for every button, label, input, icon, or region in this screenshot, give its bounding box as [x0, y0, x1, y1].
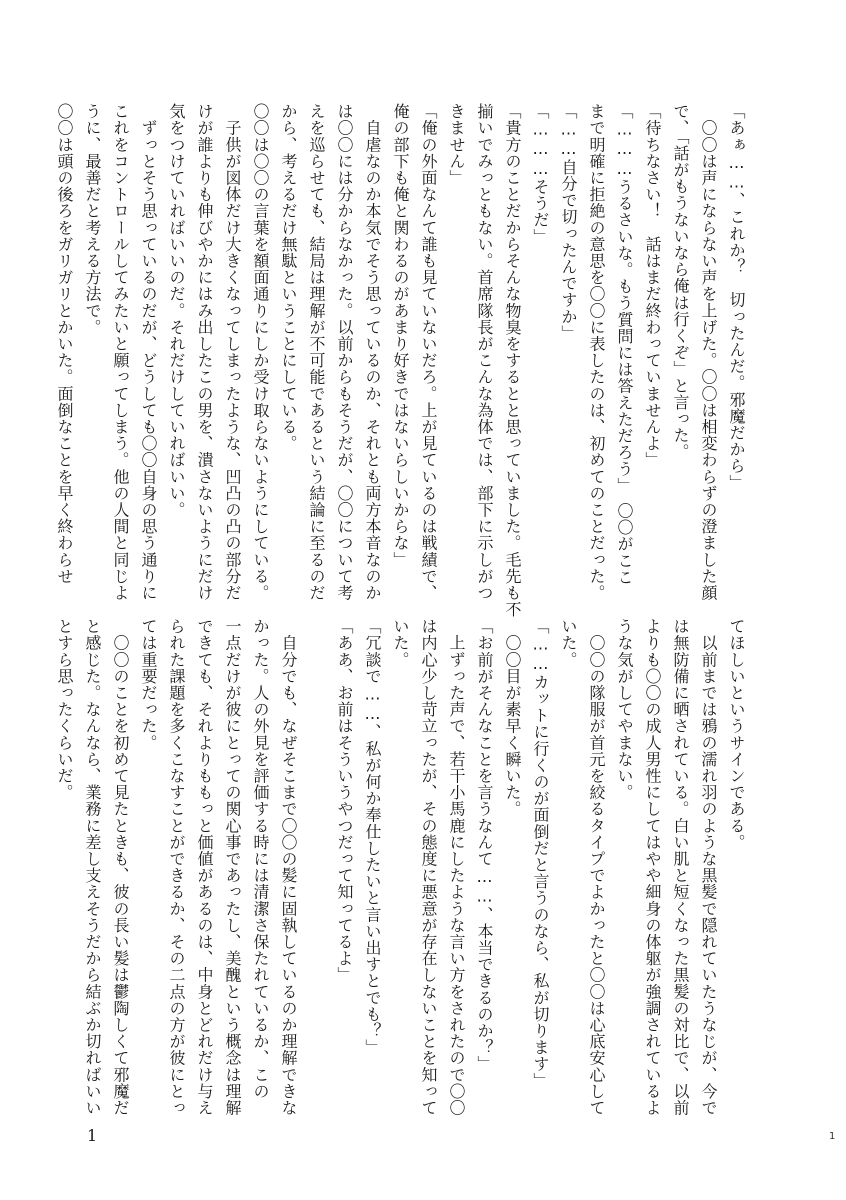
lower-text-line: は内心少し苛立ったが、その態度に悪意が存在しないことを知って: [419, 618, 438, 1116]
upper-text-line: 「……自分で切ったんですか」: [559, 103, 578, 342]
upper-text-line: 俺の部下も俺と関わるのがあまり好きではないらしいからな」: [391, 103, 410, 568]
lower-text-line: 「お前がそんなことを言うなんて……、本当できるのか？」: [475, 618, 494, 1073]
lower-text-line: と感じた。なんなら、業務に差し支えそうだから結ぶか切ればいい: [83, 618, 102, 1116]
lower-text-line: ては重要だった。: [139, 618, 158, 751]
upper-text-line: けが誰よりも伸びやかにはみ出したこの男を、潰さないようにだけ: [195, 103, 214, 601]
lower-text-line: いた。: [559, 618, 578, 668]
upper-text-line: から、考えるだけ無駄ということにしている。: [279, 103, 298, 452]
upper-text-line: 〇〇は〇〇の言葉を額面通りにしか受け取らないようにしている。: [251, 103, 270, 601]
lower-text-line: 「……カットに行くのが面倒だと言うのなら、私が切ります」: [531, 618, 550, 1089]
lower-text-line: 〇〇の隊服が首元を絞るタイプでよかったと〇〇は心底安心して: [587, 618, 606, 1116]
upper-text-line: 自虐なのか本気でそう思っているのか、それとも両方本音なのか: [363, 103, 382, 601]
lower-text-line: うな気がしてやまない。: [615, 618, 634, 801]
upper-text-line: 「俺の外面なんて誰も見ていないだろ。上が見ているのは戦績で、: [419, 103, 438, 601]
lower-text-line: 「ああ、お前はそういうやつだって知ってるよ」: [335, 618, 354, 984]
text-block-upper: [55, 103, 750, 618]
text-block-lower: [55, 618, 750, 1118]
upper-text-line: えを巡らせても、結局は理解が不可能であるという結論に至るのだ: [307, 103, 326, 601]
lower-text-line: 「冗談で……、私が何か奉仕したいと言い出すとでも？」: [363, 618, 382, 1056]
lower-text-line: 自分でも、なぜそこまで〇〇の髪に固執しているのか理解できな: [279, 618, 298, 1116]
lower-text-line: 〇〇目が素早く瞬いた。: [503, 618, 522, 818]
upper-text-line: で、「話がもうないなら俺は行くぞ」と言った。: [671, 103, 690, 461]
upper-text-line: 〇〇は声にならない声を上げた。〇〇は相変わらずの澄ました顔: [699, 103, 718, 601]
lower-text-line: 以前までは鴉の濡れ羽のような黒髪で隠れていたうなじが、今で: [699, 618, 718, 1116]
upper-text-line: 〇〇は頭の後ろをガリガリとかいた。面倒なことを早く終わらせ: [55, 103, 74, 585]
upper-text-line: 「………うるさいな。もう質問には答えただろう」 〇〇がここ: [615, 103, 634, 586]
lower-text-line: られた課題を多くこなすことができるか、その二点の方が彼にとっ: [167, 618, 186, 1116]
upper-text-line: 揃いでみっともない。首席隊長がこんな為体では、部下に示しがつ: [475, 103, 494, 601]
upper-text-line: これをコントロールしてみたいと願ってしまう。他の人間と同じよ: [111, 103, 130, 601]
lower-text-line: てほしいというサインである。: [727, 618, 746, 851]
lower-text-line: [302, 618, 330, 1118]
upper-text-line: まで明確に拒絶の意思を〇〇に表したのは、初めてのことだった。: [587, 103, 606, 601]
lower-text-line: できても、それよりももっと価値があるのは、中身とどれだけ与え: [195, 618, 214, 1116]
lower-text-line: いた。: [391, 618, 410, 668]
upper-text-line: 気をつけていればいいのだ。それだけしていればいい。: [167, 103, 186, 518]
upper-text-line: 「貴方のことだからそんな物臭をするとと思っていました。毛先も不: [503, 103, 522, 618]
lower-text-line: とすら思ったくらいだ。: [55, 618, 74, 801]
upper-text-line: うに、最善だと考える方法で。: [83, 103, 102, 336]
upper-text-line: は〇〇には分からなかった。以前からもそうだが、〇〇について考: [335, 103, 354, 601]
lower-text-line: 上ずった声で、若干小馬鹿にしたような言い方をされたので〇〇: [447, 618, 466, 1116]
upper-text-line: きません」: [447, 103, 466, 186]
page-number-right: 1: [829, 1131, 836, 1142]
upper-text-line: 「………そうだ」: [531, 103, 550, 245]
upper-text-line: 「あぁ……、これか？ 切ったんだ。邪魔だから」: [727, 103, 746, 491]
upper-text-line: 「待ちなさい！ 話はまだ終わっていませんよ」: [643, 103, 662, 469]
page-number-left: 1: [87, 1126, 98, 1145]
upper-text-line: ずっとそう思っているのだが、どうしても〇〇自身の思う通りに: [139, 103, 158, 601]
lower-text-line: かった。人の外見を評価する時には清潔さ保たれているか、この: [251, 618, 270, 1100]
lower-text-line: 〇〇のことを初めて見たときも、彼の長い髪は鬱陶しくて邪魔だ: [111, 618, 130, 1116]
lower-text-line: 一点だけが彼にとっての関心事であったし、美醜という概念は理解: [223, 618, 242, 1116]
lower-text-line: は無防備に晒されている。白い肌と短くなった黒髪の対比で、以前: [671, 618, 690, 1116]
upper-text-line: 子供が図体だけ大きくなってしまったような、凹凸の凸の部分だ: [223, 103, 242, 601]
lower-text-line: よりも〇〇の成人男性にしてはやや細身の体躯が強調されているよ: [643, 618, 662, 1116]
